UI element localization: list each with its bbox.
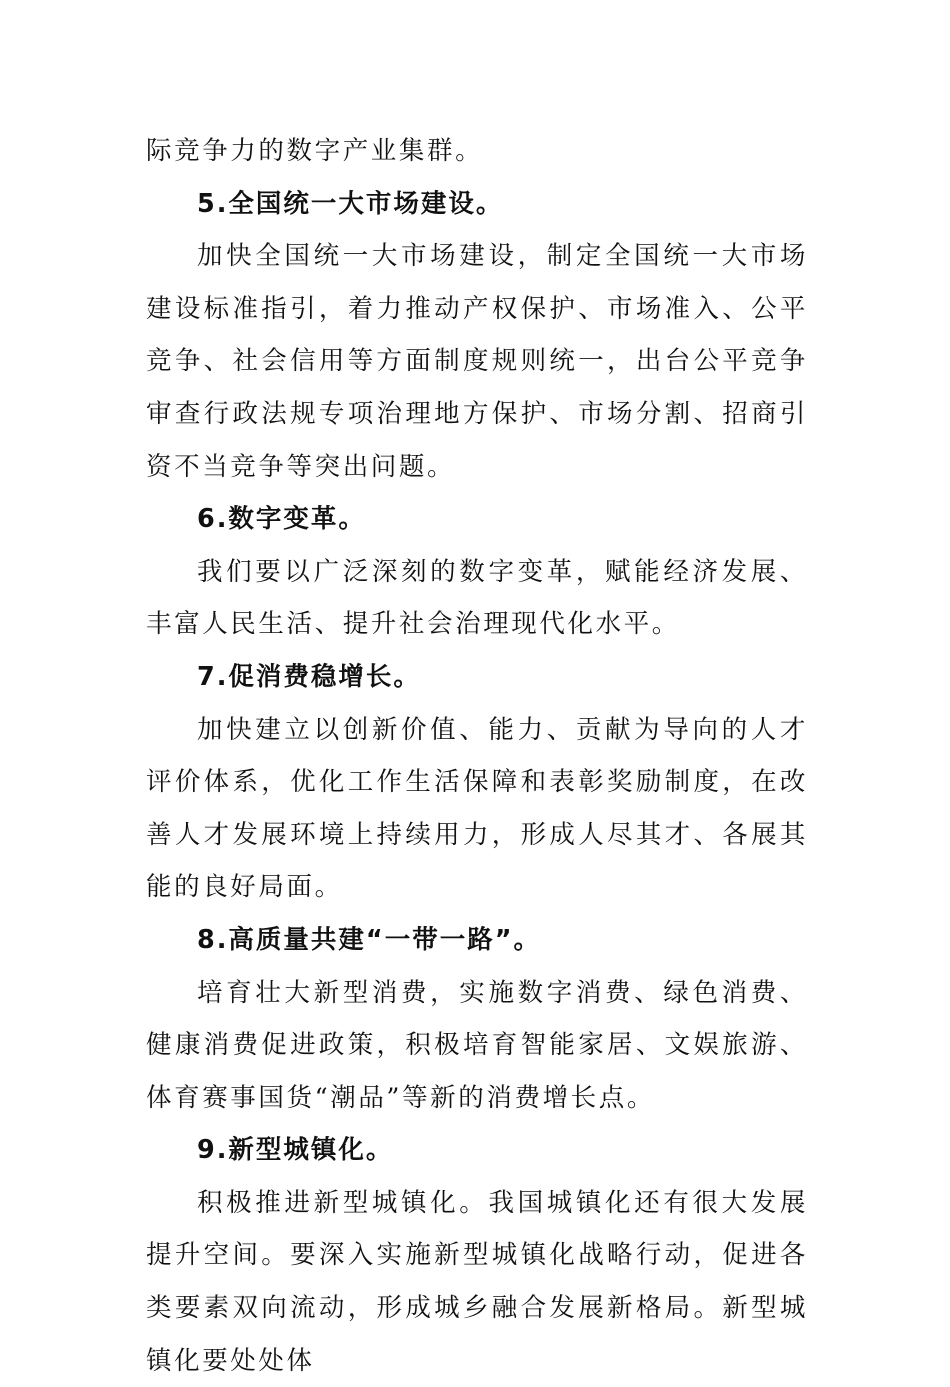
section-body-5: 加快全国统一大市场建设，制定全国统一大市场建设标准指引，着力推动产权保护、市场准入、公平竞争、社会信用等方面制度规则统一，出台公平竞争审查行政法规专项治理地方保护、市场分割、招商引资不当竞争等突出问题。	[146, 241, 808, 482]
section-body-8: 培育壮大新型消费，实施数字消费、绿色消费、健康消费促进政策，积极培育智能家居、文娱旅游、体育赛事国货“潮品”等新的消费增长点。	[146, 977, 808, 1113]
section-body-6: 我们要以广泛深刻的数字变革，赋能经济发展、丰富人民生活、提升社会治理现代化水平。	[146, 556, 808, 640]
section-heading-5: 5.全国统一大市场建设。	[197, 188, 504, 219]
section-heading-6: 6.数字变革。	[197, 504, 366, 535]
section-body-7: 加快建立以创新价值、能力、贡献为导向的人才评价体系，优化工作生活保障和表彰奖励制度，在改善人才发展环境上持续用力，形成人尽其才、各展其能的良好局面。	[146, 714, 808, 903]
section-body-9: 积极推进新型城镇化。我国城镇化还有很大发展提升空间。要深入实施新型城镇化战略行动，促进各类要素双向流动，形成城乡融合发展新格局。新型城镇化要处处体	[146, 1187, 808, 1376]
section-heading-8: 8.高质量共建“一带一路”。	[197, 924, 541, 955]
section-heading-9: 9.新型城镇化。	[197, 1135, 394, 1166]
document-body	[146, 125, 808, 1387]
section-heading-7: 7.促消费稳增长。	[197, 661, 421, 692]
continuation-paragraph: 际竞争力的数字产业集群。	[146, 136, 484, 166]
